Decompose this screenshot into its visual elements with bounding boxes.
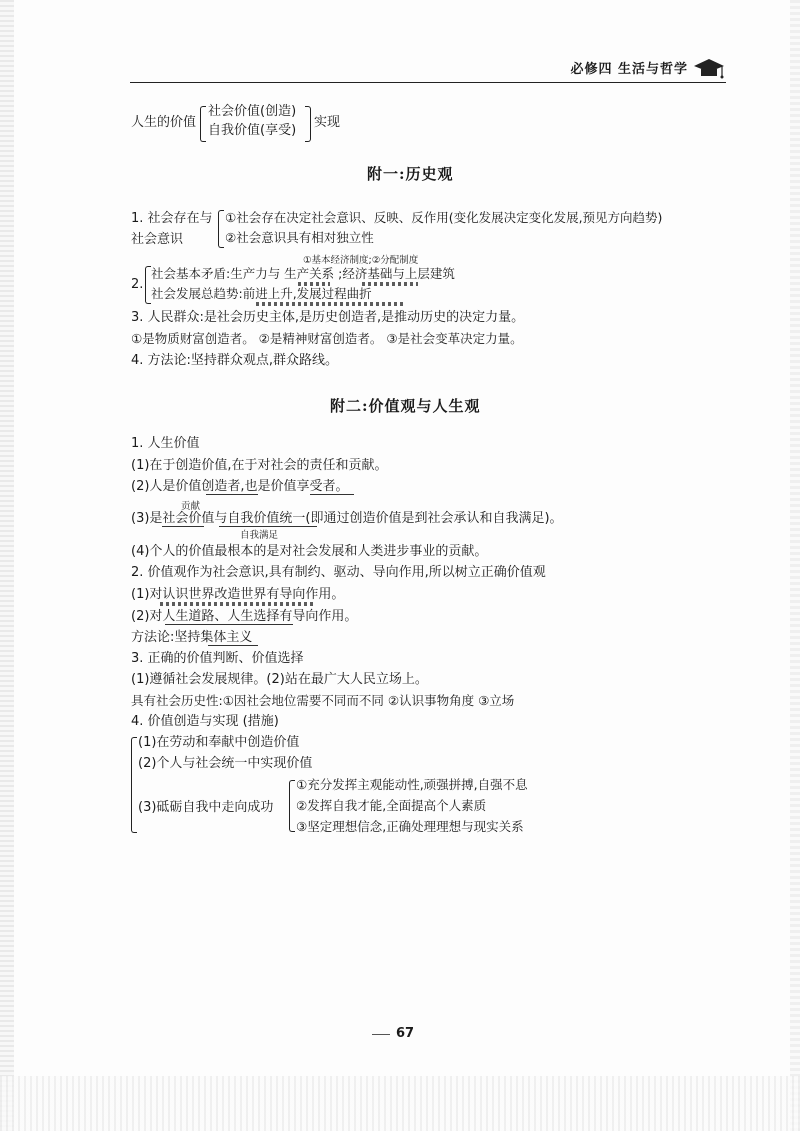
values-h2-p1: (1)对认识世界改造世界有导向作用。: [131, 587, 345, 602]
scan-edge-bottom: [0, 1076, 800, 1131]
page-number: 67: [396, 1026, 415, 1041]
history-item2-annotation: ①基本经济制度;②分配制度: [303, 255, 419, 266]
emphasis-underline: [162, 526, 204, 527]
life-value-self: 自我价值(享受): [208, 123, 297, 138]
values-h1-p2: (2)人是价值创造者,也是价值享受者。: [131, 479, 349, 494]
section-title-history: 附一:历史观: [367, 165, 454, 183]
values-h4: 4. 价值创造与实现 (措施): [131, 714, 279, 729]
emphasis-underline: [208, 645, 258, 646]
graduation-cap-icon: [692, 56, 726, 80]
brace: [131, 737, 137, 833]
running-header: [130, 56, 726, 83]
values-h1-p1: (1)在于创造价值,在于对社会的责任和贡献。: [131, 458, 388, 473]
values-h1-p4: (4)个人的价值最根本的是对社会发展和人类进步事业的贡献。: [131, 544, 488, 559]
life-value-social: 社会价值(创造): [208, 104, 297, 119]
history-item1-label-a: 1. 社会存在与: [131, 211, 213, 226]
values-h4-p2: (2)个人与社会统一中实现价值: [138, 756, 313, 771]
values-h2-method: 方法论:坚持集体主义: [131, 630, 253, 645]
values-h3: 3. 正确的价值判断、价值选择: [131, 651, 304, 666]
values-h4-p1: (1)在劳动和奉献中创造价值: [138, 735, 300, 750]
emphasis-underline: [165, 624, 293, 625]
emphasis-wavy: [256, 302, 406, 306]
values-h4-p3-sub1: ①充分发挥主观能动性,顽强拼搏,自强不息: [296, 777, 528, 792]
history-item1-line1: ①社会存在决定社会意识、反映、反作用(变化发展决定变化发展,预见方向趋势): [225, 210, 663, 225]
values-h1-p3: (3)是社会价值与自我价值统一(即通过创造价值是到社会承认和自我满足)。: [131, 511, 563, 526]
history-item2-number: 2.: [131, 277, 144, 292]
brace: [305, 106, 311, 142]
values-h4-p3-sub3: ③坚定理想信念,正确处理理想与现实关系: [296, 819, 524, 834]
history-item2-line1: 社会基本矛盾:生产力与 生产关系 ;经济基础与上层建筑: [151, 266, 455, 281]
values-h3-p2: 具有社会历史性:①因社会地位需要不同而不同 ②认识事物角度 ③立场: [131, 693, 515, 708]
values-h2: 2. 价值观作为社会意识,具有制约、驱动、导向作用,所以树立正确价值观: [131, 565, 546, 580]
history-item1-label-b: 社会意识: [131, 232, 184, 247]
values-h3-p1: (1)遵循社会发展规律。(2)站在最广大人民立场上。: [131, 672, 428, 687]
history-item1-line2: ②社会意识具有相对独立性: [225, 230, 374, 245]
page-number-dash: [372, 1034, 390, 1035]
brace: [200, 106, 206, 142]
brace: [289, 780, 295, 832]
scan-edge-left: [0, 0, 14, 1131]
header-title: 必修四 生活与哲学: [570, 62, 688, 77]
values-h4-p3-sub2: ②发挥自我才能,全面提高个人素质: [296, 798, 487, 813]
emphasis-underline: [310, 494, 354, 495]
history-item4: 4. 方法论:坚持群众观点,群众路线。: [131, 353, 339, 368]
values-h1-p3-annot-top: 贡献: [181, 501, 201, 512]
scan-edge-right: [790, 0, 800, 1131]
history-item2-line2: 社会发展总趋势:前进上升,发展过程曲折: [151, 286, 372, 301]
life-value-label: 人生的价值: [131, 115, 197, 130]
life-value-realize: 实现: [314, 115, 341, 130]
values-h1: 1. 人生价值: [131, 436, 200, 451]
values-h2-p2: (2)对人生道路、人生选择有导向作用。: [131, 609, 358, 624]
emphasis-wavy: [160, 602, 314, 606]
values-h4-p3: (3)砥砺自我中走向成功: [138, 800, 274, 815]
values-h1-p3-annot-bottom: 自我满足: [240, 530, 279, 541]
history-item3: 3. 人民群众:是社会历史主体,是历史创造者,是推动历史的决定力量。: [131, 310, 525, 325]
emphasis-underline: [206, 494, 258, 495]
section-title-values: 附二:价值观与人生观: [330, 397, 481, 415]
history-item3-sub: ①是物质财富创造者。 ②是精神财富创造者。 ③是社会变革决定力量。: [131, 331, 523, 346]
brace: [218, 210, 224, 248]
